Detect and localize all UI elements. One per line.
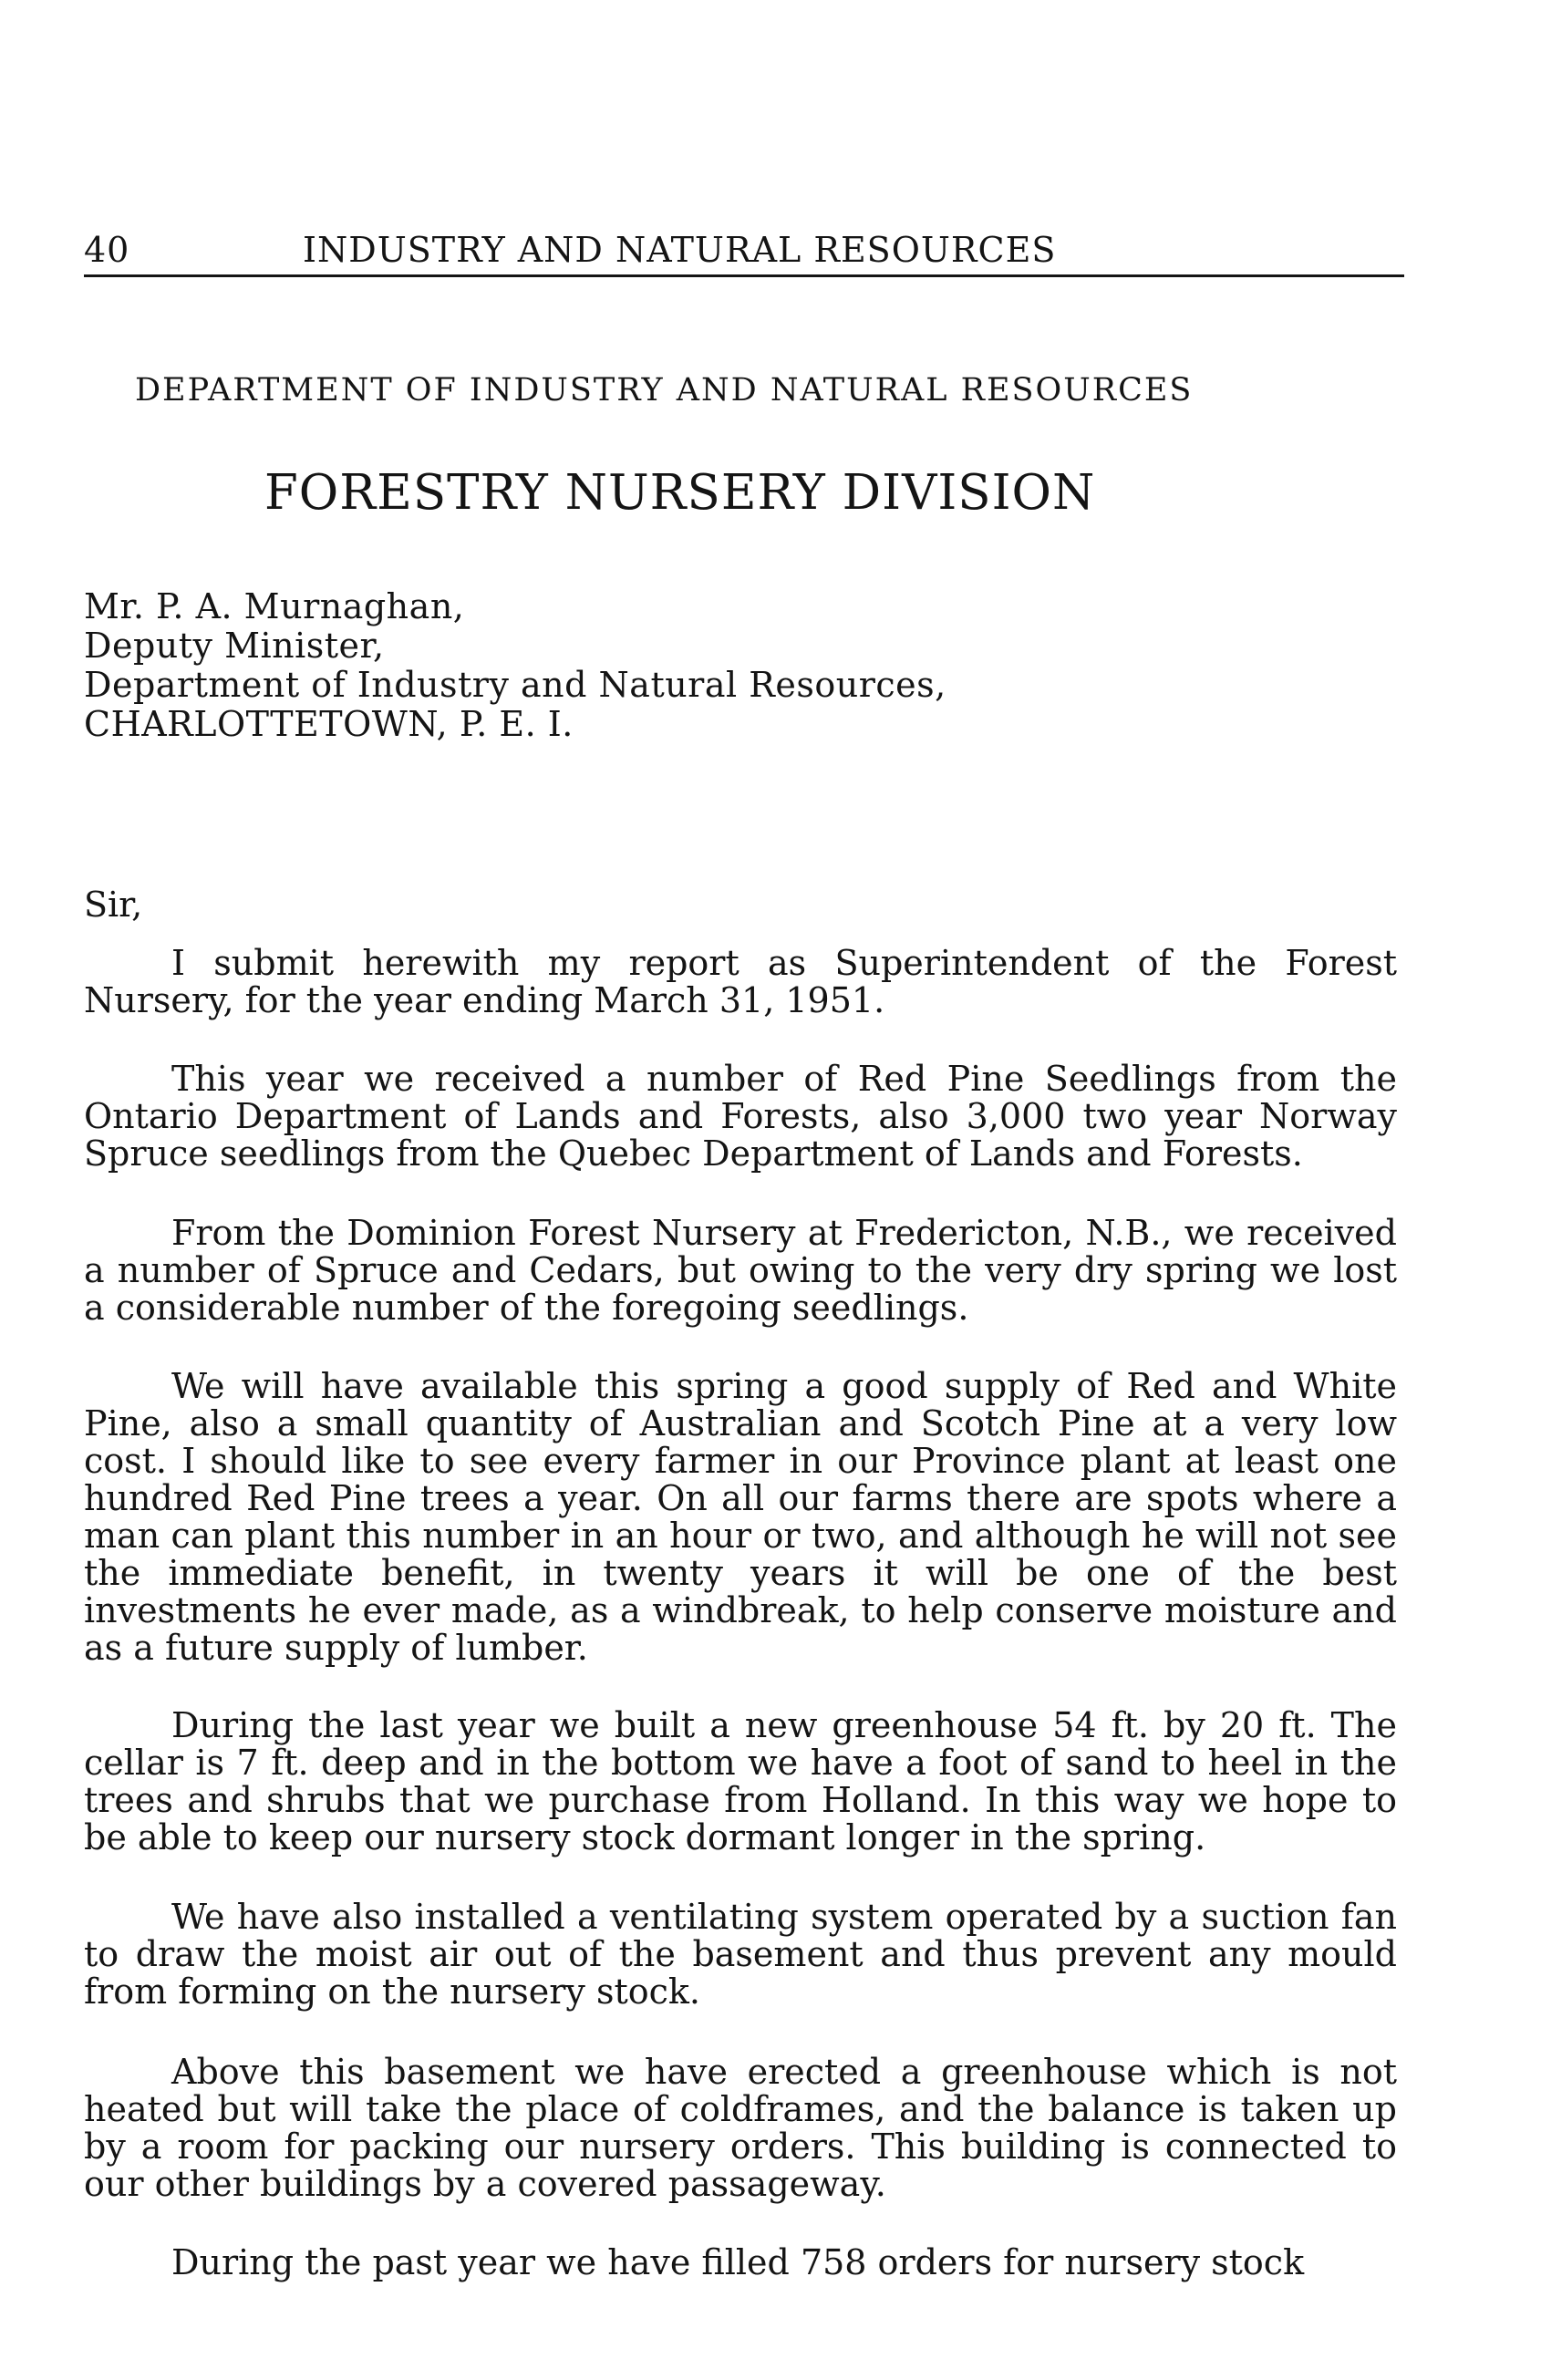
paragraph-3: From the Dominion Forest Nursery at Fredericton, N.B., we received a number of Spruce and Cedars, but owing to the very dry spring we lost a considerable number of the foregoing seedlings. — [84, 1213, 1397, 1328]
page-number: 40 — [84, 230, 130, 270]
address-title: Deputy Minister, — [84, 626, 385, 666]
running-header — [84, 230, 1404, 277]
division-heading: FORESTRY NURSERY DIVISION — [264, 465, 1096, 521]
salutation: Sir, — [84, 885, 143, 925]
paragraph-4: We will have available this spring a good supply of Red and White Pine, also a small quantity of Australian and Scotch Pine at a very low cost. I should like to see every farmer in our Province plant at least one hundred Red Pine trees a year. On all our farms there are spots where a man can plant this number in an hour or two, and although he will not see the immediate benefit, in twenty years it will be one of the best investments he ever made, as a windbreak, to help conserve moisture and as a future supply of lumber. — [84, 1366, 1397, 1668]
paragraph-5: During the last year we built a new greenhouse 54 ft. by 20 ft. The cellar is 7 ft. deep and in the bottom we have a foot of sand to heel in the trees and shrubs that we purchase from Holland. In this way we hope to be able to keep our nursery stock dormant longer in the spring. — [84, 1705, 1397, 1857]
address-city: CHARLOTTETOWN, P. E. I. — [84, 704, 574, 744]
department-heading: DEPARTMENT OF INDUSTRY AND NATURAL RESOURCES — [135, 372, 1194, 409]
address-block — [84, 587, 946, 744]
paragraph-6: We have also installed a ventilating system operated by a suction fan to draw the moist air out of the basement and thus prevent any mould from forming on the nursery stock. — [84, 1897, 1397, 2012]
paragraph-1: I submit herewith my report as Superintendent of the Forest Nursery, for the year ending March 31, 1951. — [84, 943, 1397, 1020]
paragraph-7: Above this basement we have erected a greenhouse which is not heated but will take the place of coldframes, and the balance is taken up by a room for packing our nursery orders. This building is connected to our other buildings by a covered passageway. — [84, 2052, 1397, 2204]
paragraph-2: This year we received a number of Red Pine Seedlings from the Ontario Department of Lands and Forests, also 3,000 two year Norway Spruce seedlings from the Quebec Department of Lands and Forests. — [84, 1059, 1397, 1174]
address-department: Department of Industry and Natural Resources, — [84, 665, 946, 705]
running-title: INDUSTRY AND NATURAL RESOURCES — [303, 230, 1057, 270]
address-name: Mr. P. A. Murnaghan, — [84, 586, 465, 626]
paragraph-8: During the past year we have filled 758 orders for nursery stock — [171, 2242, 1305, 2282]
header-rule — [84, 274, 1404, 277]
